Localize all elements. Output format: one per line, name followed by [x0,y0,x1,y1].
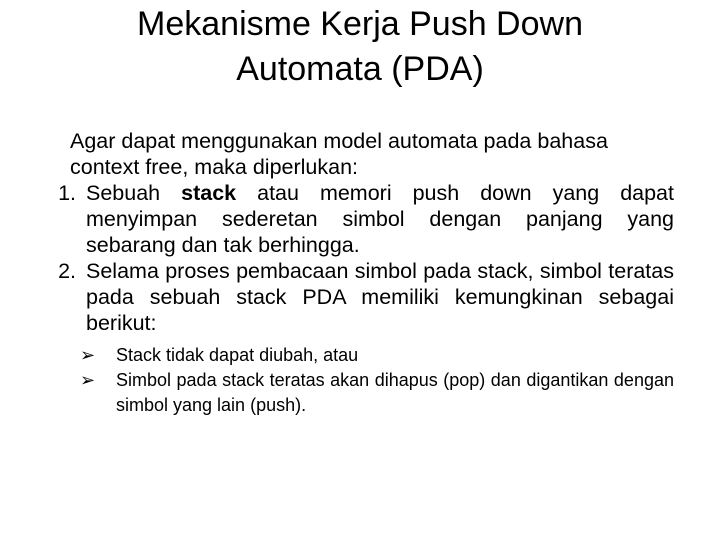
slide-body [32,128,674,418]
arrow-bullet-icon: ➢ [80,370,96,390]
item-text-before: Sebuah [86,181,182,205]
item-number: 1. [58,181,76,205]
item-bold-term: stack [181,181,237,205]
item-text: Selama proses pembacaan simbol pada stack, simbol teratas pada sebuah stack PDA memiliki kemungkinan sebagai berikut: [86,259,674,335]
item-text-after: atau memori push down yang dapat menyimpan sederetan simbol dengan panjang yang sebarang dan tak berhingga. [86,181,674,257]
bullet-item-2 [32,368,674,418]
intro-paragraph: Agar dapat menggunakan model automata pada bahasa context free, maka diperlukan: [70,129,608,179]
item-number: 2. [58,259,76,283]
numbered-item-1 [32,180,674,258]
title-line-2: Automata (PDA) [236,50,484,88]
numbered-item-2 [32,258,674,336]
bullet-item-1 [32,343,674,368]
title-line-1: Mekanisme Kerja Push Down [137,5,583,43]
bullet-list [32,343,674,418]
arrow-bullet-icon: ➢ [80,345,96,365]
bullet-text: Simbol pada stack teratas akan dihapus (pop) dan digantikan dengan simbol yang lain (push). [116,370,674,415]
bullet-text: Stack tidak dapat diubah, atau [116,345,359,365]
slide-title [60,2,660,92]
